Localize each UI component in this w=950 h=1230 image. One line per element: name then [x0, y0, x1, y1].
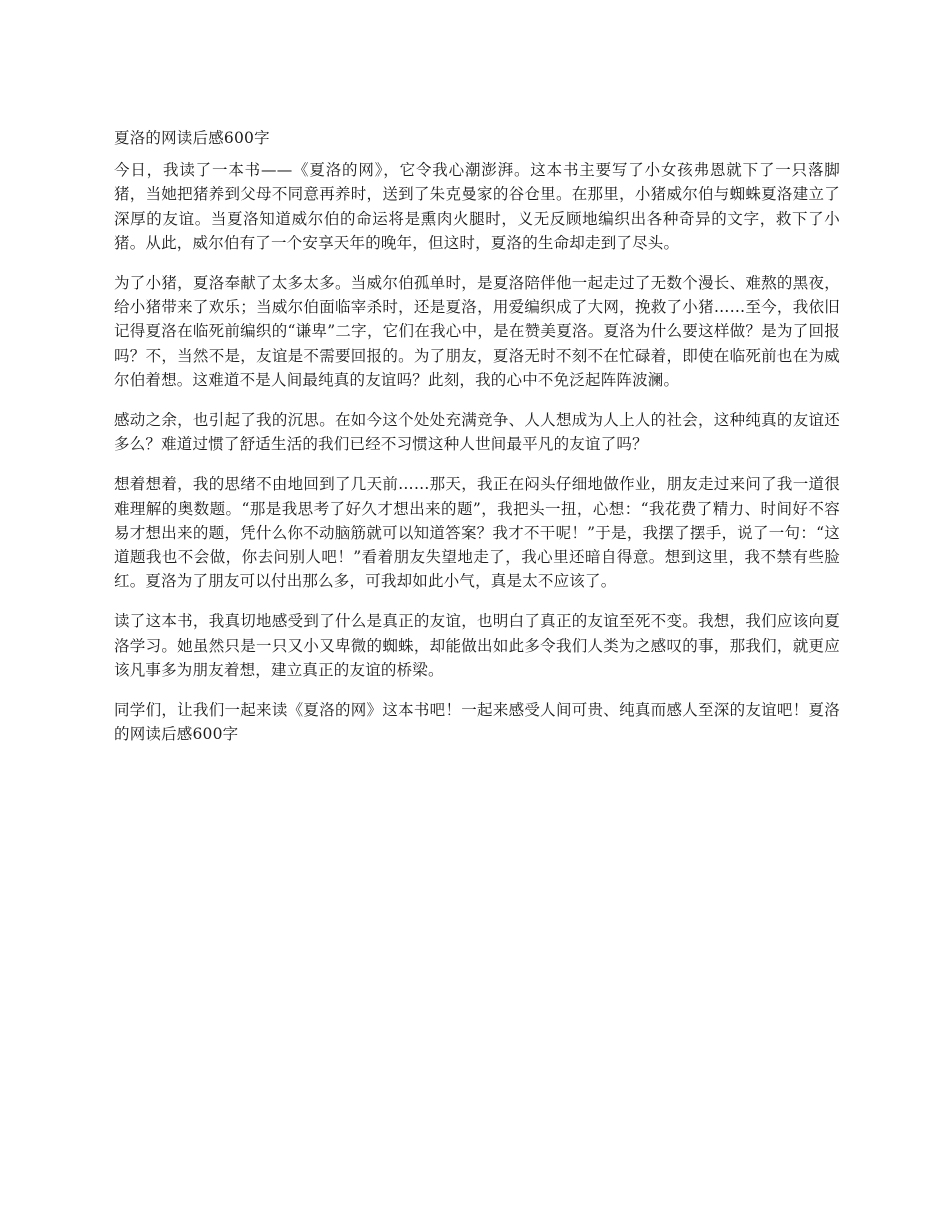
document-title: 夏洛的网读后感600字 [114, 129, 270, 147]
paragraph-2: 为了小猪，夏洛奉献了太多太多。当威尔伯孤单时，是夏洛陪伴他一起走过了无数个漫长、难熬的黑夜，给小猪带来了欢乐；当威尔伯面临宰杀时，还是夏洛，用爱编织成了大网，挽救了小猪……至今，我依旧记得夏洛在临死前编织的“谦卑”二字，它们在我心中，是在赞美夏洛。夏洛为什么要这样做？是为了回报吗？不，当然不是，友谊是不需要回报的。为了朋友，夏洛无时不刻不在忙碌着，即使在临死前也在为威尔伯着想。这难道不是人间最纯真的友谊吗？此刻，我的心中不免泛起阵阵波澜。 [114, 274, 840, 389]
paragraph-1: 今日，我读了一本书——《夏洛的网》，它令我心潮澎湃。这本书主要写了小女孩弗恩就下了一只落脚猪，当她把猪养到父母不同意再养时，送到了朱克曼家的谷仓里。在那里，小猪威尔伯与蜘蛛夏洛建立了深厚的友谊。当夏洛知道威尔伯的命运将是熏肉火腿时，义无反顾地编织出各种奇异的文字，救下了小猪。从此，威尔伯有了一个安享天年的晚年，但这时，夏洛的生命却走到了尽头。 [114, 161, 840, 252]
paragraph-5: 读了这本书，我真切地感受到了什么是真正的友谊，也明白了真正的友谊至死不变。我想，我们应该向夏洛学习。她虽然只是一只又小又卑微的蜘蛛，却能做出如此多令我们人类为之感叹的事，那我们，就更应该凡事多为朋友着想，建立真正的友谊的桥梁。 [114, 612, 840, 679]
paragraph-3: 感动之余，也引起了我的沉思。在如今这个处处充满竞争、人人想成为人上人的社会，这种纯真的友谊还多么？难道过惯了舒适生活的我们已经不习惯这种人世间最平凡的友谊了吗？ [114, 411, 840, 454]
paragraph-6: 同学们，让我们一起来读《夏洛的网》这本书吧！一起来感受人间可贵、纯真而感人至深的友谊吧！夏洛的网读后感600字 [114, 701, 840, 744]
paragraph-4: 想着想着，我的思绪不由地回到了几天前……那天，我正在闷头仔细地做作业，朋友走过来问了我一道很难理解的奥数题。“那是我思考了好久才想出来的题”，我把头一扭，心想：“我花费了精力、时间好不容易才想出来的题，凭什么你不动脑筋就可以知道答案？我才不干呢！”于是，我摆了摆手，说了一句：“这道题我也不会做，你去问别人吧！”看着朋友失望地走了，我心里还暗自得意。想到这里，我不禁有些脸红。夏洛为了朋友可以付出那么多，可我却如此小气，真是太不应该了。 [114, 475, 840, 591]
document-page [114, 126, 840, 762]
